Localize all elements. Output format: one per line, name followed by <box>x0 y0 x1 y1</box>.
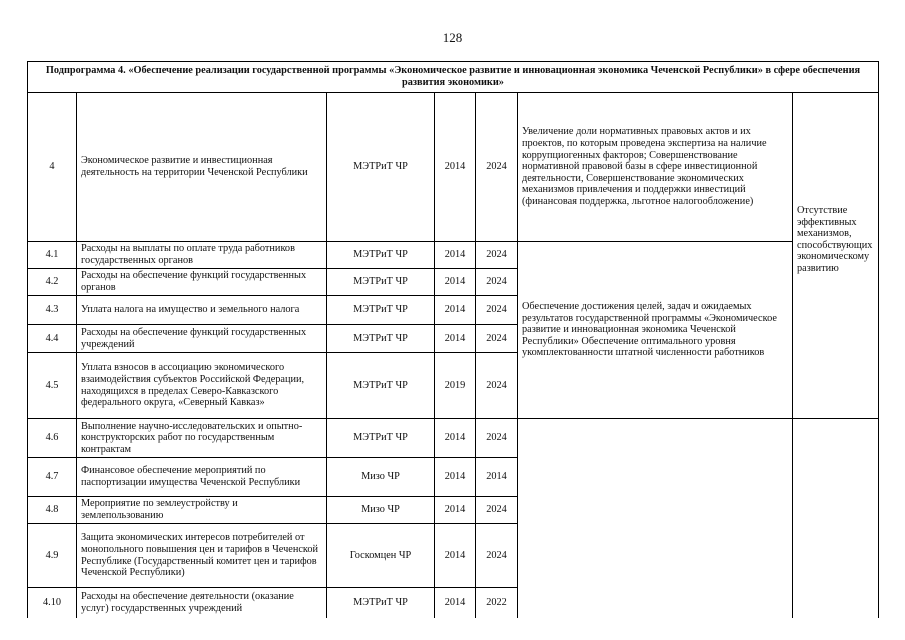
table-row <box>28 242 879 269</box>
row-number: 4 <box>28 93 77 242</box>
row-number: 4.4 <box>28 325 77 353</box>
start-year: 2014 <box>435 524 476 588</box>
row-number: 4.9 <box>28 524 77 588</box>
start-year: 2014 <box>435 419 476 458</box>
start-year: 2014 <box>435 269 476 296</box>
table-row <box>28 419 879 458</box>
measure-name: Мероприятие по землеустройству и землепользованию <box>77 497 327 524</box>
row-number: 4.10 <box>28 588 77 618</box>
expected-result-empty <box>518 419 793 618</box>
end-year: 2024 <box>476 296 518 325</box>
start-year: 2014 <box>435 588 476 618</box>
executor: Мизо ЧР <box>327 497 435 524</box>
end-year: 2014 <box>476 458 518 497</box>
row-number: 4.8 <box>28 497 77 524</box>
table-row <box>28 93 879 242</box>
measure-name: Уплата налога на имущество и земельного налога <box>77 296 327 325</box>
page-number: 128 <box>442 30 463 45</box>
end-year: 2024 <box>476 242 518 269</box>
consequence-empty <box>793 419 879 618</box>
end-year: 2024 <box>476 353 518 419</box>
executor: Госкомцен ЧР <box>327 524 435 588</box>
executor: МЭТРиТ ЧР <box>327 325 435 353</box>
subprogram-table <box>27 61 879 618</box>
consequence: Отсутствие эффективных механизмов, способствующих экономическому развитию <box>793 93 879 419</box>
measure-name: Финансовое обеспечение мероприятий по паспортизации имущества Чеченской Республики <box>77 458 327 497</box>
end-year: 2022 <box>476 588 518 618</box>
expected-result: Увеличение доли нормативных правовых актов и их проектов, по которым проведена экспертиза на наличие коррупциогенных факторов; Совершенствование нормативной правовой базы в сфере инвестиционной деятельности, Совершенствование экономических механизмов привлечения и поддержки инвестиций (финансовая поддержка, льготное налогообложение) <box>518 93 793 242</box>
end-year: 2024 <box>476 497 518 524</box>
end-year: 2024 <box>476 524 518 588</box>
row-number: 4.7 <box>28 458 77 497</box>
subprogram-title: Подпрограмма 4. «Обеспечение реализации государственной программы «Экономическое развитие и инновационная экономика Чеченской Республики» в сфере обеспечения развития экономики» <box>28 62 879 93</box>
row-number: 4.3 <box>28 296 77 325</box>
executor: МЭТРиТ ЧР <box>327 353 435 419</box>
measure-name: Расходы на обеспечение деятельности (оказание услуг) государственных учреждений <box>77 588 327 618</box>
executor: МЭТРиТ ЧР <box>327 93 435 242</box>
row-number: 4.6 <box>28 419 77 458</box>
start-year: 2014 <box>435 93 476 242</box>
measure-name: Расходы на обеспечение функций государственных органов <box>77 269 327 296</box>
executor: МЭТРиТ ЧР <box>327 269 435 296</box>
executor: МЭТРиТ ЧР <box>327 419 435 458</box>
expected-result: Обеспечение достижения целей, задач и ожидаемых результатов государственной программы «Экономическое развитие и инновационная экономика Чеченской Республики» Обеспечение оптимального уровня укомплектованности штатной численности работников <box>518 242 793 419</box>
measure-name: Расходы на выплаты по оплате труда работников государственных органов <box>77 242 327 269</box>
row-number: 4.1 <box>28 242 77 269</box>
measure-name: Уплата взносов в ассоциацию экономического взаимодействия субъектов Российской Федерации, находящихся в пределах Северо-Кавказского федерального округа, «Северный Кавказ» <box>77 353 327 419</box>
start-year: 2014 <box>435 296 476 325</box>
row-number: 4.5 <box>28 353 77 419</box>
start-year: 2014 <box>435 458 476 497</box>
executor: Мизо ЧР <box>327 458 435 497</box>
measure-name: Расходы на обеспечение функций государственных учреждений <box>77 325 327 353</box>
measure-name: Выполнение научно-исследовательских и опытно-конструкторских работ по государственным контрактам <box>77 419 327 458</box>
row-number: 4.2 <box>28 269 77 296</box>
measure-name: Экономическое развитие и инвестиционная деятельность на территории Чеченской Республики <box>77 93 327 242</box>
end-year: 2024 <box>476 419 518 458</box>
start-year: 2014 <box>435 325 476 353</box>
start-year: 2014 <box>435 497 476 524</box>
end-year: 2024 <box>476 269 518 296</box>
start-year: 2019 <box>435 353 476 419</box>
subprogram-header-row <box>28 62 879 93</box>
executor: МЭТРиТ ЧР <box>327 588 435 618</box>
measure-name: Защита экономических интересов потребителей от монопольного повышения цен и тарифов в Чеченской Республике (Государственный комитет цен и тарифов Чеченской Республики) <box>77 524 327 588</box>
start-year: 2014 <box>435 242 476 269</box>
executor: МЭТРиТ ЧР <box>327 242 435 269</box>
end-year: 2024 <box>476 325 518 353</box>
executor: МЭТРиТ ЧР <box>327 296 435 325</box>
end-year: 2024 <box>476 93 518 242</box>
